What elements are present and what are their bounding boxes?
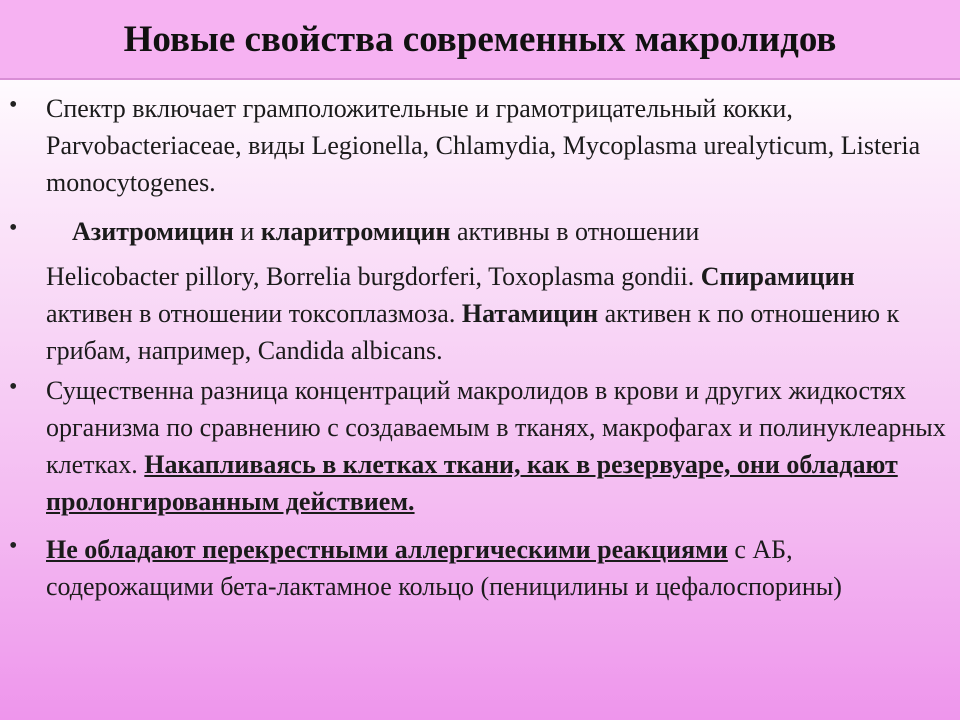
slide-title: Новые свойства современных макролидов bbox=[123, 19, 837, 60]
bullet-dot-icon: • bbox=[9, 533, 18, 559]
bullet-dot-icon: • bbox=[9, 92, 18, 118]
bullet-text: Helicobacter pillory, Borrelia burgdorferi, Toxoplasma gondii. bbox=[46, 262, 701, 291]
bullet-dot-icon: • bbox=[9, 374, 18, 400]
conjunction-text: и bbox=[233, 217, 261, 246]
bullet-text: активен в отношении токсоплазмоза. bbox=[46, 299, 462, 328]
bullet-text: активны в отношении bbox=[450, 217, 700, 246]
bullet-text: Спектр включает грамположительные и грамотрицательный кокки, Parvobacteriaceae, виды Legionella, Chlamydia, Mycoplasma urealyticum, Listeria monocytogenes. bbox=[46, 94, 921, 197]
bullet-item-concentration bbox=[0, 372, 960, 520]
drug-name-spiramycin: Спирамицин bbox=[700, 262, 855, 291]
bullet-item-spectrum bbox=[0, 90, 960, 201]
bullet-first-line bbox=[46, 213, 946, 250]
bullet-text: активен к по отношению к грибам, например, Candida albicans. bbox=[46, 299, 900, 365]
bullet-item-allergy bbox=[0, 531, 960, 605]
bullet-text: Существенна разница концентраций макролидов в крови и других жидкостях организма по сравнению с создаваемым в тканях, макрофагах и полинуклеарных клетках. bbox=[46, 376, 946, 479]
bullet-item-activity bbox=[0, 213, 960, 369]
drug-name-azithromycin: Азитромицин bbox=[72, 217, 234, 246]
emphasis-text: Накапливаясь в клетках ткани, как в резервуаре, они обладают пролонгированным действием. bbox=[46, 450, 898, 516]
bullet-dot-icon: • bbox=[9, 215, 18, 241]
drug-name-clarithromycin: кларитромицин bbox=[260, 217, 451, 246]
bullet-text: с АБ, содерожащими бета-лактамное кольцо (пеницилины и цефалоспорины) bbox=[46, 535, 842, 601]
drug-name-natamycin: Натамицин bbox=[461, 299, 599, 328]
emphasis-text: Не обладают перекрестными аллергическими реакциями bbox=[46, 535, 728, 564]
bullet-list bbox=[0, 90, 960, 605]
